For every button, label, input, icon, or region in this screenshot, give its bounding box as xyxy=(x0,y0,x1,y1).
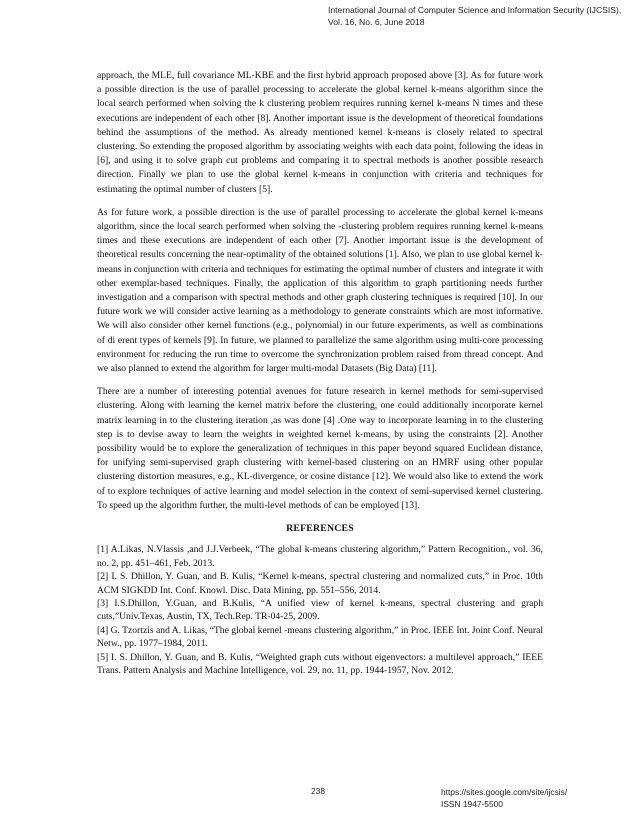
journal-title: International Journal of Computer Science and Information Security (IJCSIS), xyxy=(328,5,622,15)
body-paragraph-1: approach, the MLE, full covariance ML-KBE and the first hybrid approach proposed above [3]. As for future work a possible direction is the use of parallel processing to accelerate the global kernel k-means algorithm since the local search performed when solving the k clustering problem requires running kernel k-means N times and these executions are independent of each other [8]. Another important issue is the development of theoretical foundations behind the assumptions of the method. As already mentioned kernel k-means is closely related to spectral clustering. So extending the proposed algorithm by associating weights with each data point, following the ideas in [6], and using it to solve graph cut problems and comparing it to spectral methods is another possible research direction. Finally we plan to use the global kernel k-means in conjunction with criteria and techniques for estimating the optimal number of clusters [5]. xyxy=(97,70,543,195)
reference-item: [1] A.Likas, N.Vlassis ,and J.J.Verbeek, “The global k-means clustering algorithm,” Pattern Recognition., vol. 36, no. 2, pp. 451–461, Feb. 2013. xyxy=(97,544,543,569)
footer-issn: ISSN 1947-5500 xyxy=(441,799,503,809)
page-number: 238 xyxy=(311,786,325,796)
page-content xyxy=(97,69,543,677)
body-paragraph-2: As for future work, a possible direction is the use of parallel processing to accelerate the global kernel k-means algorithm, since the local search performed when solving the -clustering problem requires running kernel k-means times and these executions are independent of each other [7]. Another important issue is the development of theoretical results concerning the near-optimality of the obtained solutions [1]. Also, we plan to use global kernel k-means in conjunction with criteria and techniques for estimating the optimal number of clusters and integrate it with other exemplar-based techniques. Finally, the application of this algorithm to graph partitioning needs further investigation and a comparison with spectral methods and other graph clustering techniques is required [10]. In our future work we will consider active learning as a methodology to generate constraints which are most informative. We will also consider other kernel functions (e.g., polynomial) in our future experiments, as well as combinations of di erent types of kernels [9]. In future, we planned to parallelize the same algorithm using multi-core processing environment for reducing the run time to overcome the synchronization problem raised from thread concept. And we also planned to extend the algorithm for larger multi-modal Datasets (Big Data) [11]. xyxy=(97,206,543,375)
footer-url: https://sites.google.com/site/ijcsis/ xyxy=(441,787,568,797)
references-list xyxy=(97,543,543,677)
journal-header xyxy=(328,4,628,28)
reference-item: [2] I. S. Dhillon, Y. Guan, and B. Kulis, “Kernel k-means, spectral clustering and normalized cuts,” in Proc. 10th ACM SIGKDD Int. Conf. Knowl. Disc. Data Mining, pp. 551–556, 2014. xyxy=(97,571,543,596)
footer-info xyxy=(441,786,567,810)
reference-item: [5] I. S. Dhillon, Y. Guan, and B. Kulis, “Weighted graph cuts without eigenvectors: a multilevel approach,” IEEE Trans. Pattern Analysis and Machine Intelligence, vol. 29, no. 11, pp. 1944-1957, Nov. 2012. xyxy=(97,651,543,676)
body-paragraph-3: There are a number of interesting potential avenues for future research in kernel methods for semi-supervised clustering. Along with learning the kernel matrix before the clustering, one could additionally incorporate kernel matrix learning in to the clustering iteration ,as was done [4] .One way to incorporate learning in to the clustering step is to devise away to learn the weights in weighted kernel k-means, by using the constraints [2]. Another possibility would be to explore the generalization of techniques in this paper beyond squared Euclidean distance, for unifying semi-supervised graph clustering with kernel-based clustering on an HMRF using other popular clustering distortion measures, e.g., KL-divergence, or cosine distance [12]. We would also like to extend the work of to explore techniques of active learning and model selection in the context of semi-supervised kernel clustering. To speed up the algorithm further, the multi-level methods of can be employed [13]. xyxy=(97,386,543,511)
reference-item: [4] G. Tzortzis and A. Likas, “The global kernel -means clustering algorithm,” in Proc. IEEE Int. Joint Conf. Neural Netw., pp. 1977–1984, 2011. xyxy=(97,624,543,650)
references-heading: REFERENCES xyxy=(286,523,354,535)
journal-issue: Vol. 16, No. 6, June 2018 xyxy=(328,17,425,27)
reference-item: [3] I.S.Dhillon, Y.Guan, and B.Kulis, “A unified view of kernel k-means, spectral clustering and graph cuts,”Univ.Texas, Austin, TX, Tech.Rep. TR-04-25, 2009. xyxy=(97,597,543,623)
